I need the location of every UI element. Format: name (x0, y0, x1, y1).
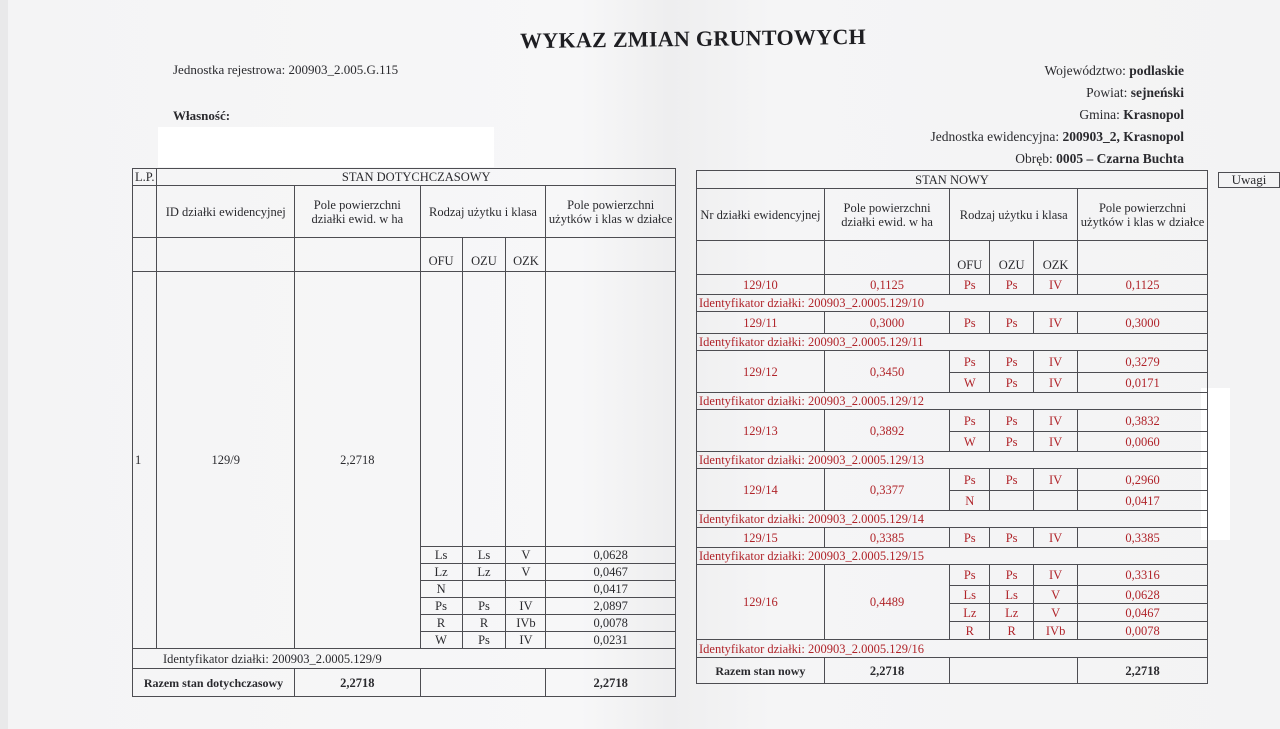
table-cell: R (950, 622, 990, 640)
new-section-header: STAN NOWY (697, 171, 1208, 189)
jednostka-ewidencyjna-value: 200903_2, Krasnopol (1062, 129, 1184, 144)
table-cell: 0,0078 (1078, 622, 1208, 640)
table-row (697, 410, 1208, 432)
new-total-use-area: 2,2718 (1078, 658, 1208, 684)
table-cell: 0,0467 (1078, 604, 1208, 622)
table-cell (506, 581, 546, 598)
table-cell: W (420, 632, 462, 649)
table-cell: Ps (990, 312, 1034, 334)
col-type-header: Rodzaj użytku i klasa (950, 189, 1078, 241)
table-cell: 0,1125 (824, 275, 950, 295)
lp-header: L.P. (133, 169, 157, 186)
table-cell: Ps (950, 469, 990, 491)
table-cell: 129/10 (697, 275, 825, 295)
table-cell: V (1034, 604, 1078, 622)
table-cell: 0,3316 (1078, 565, 1208, 586)
wojewodztwo-value: podlaskie (1129, 63, 1184, 78)
identifier-row: Identyfikator działki: 200903_2.0005.129/12 (697, 393, 1208, 410)
table-cell: Ps (950, 312, 990, 334)
table-cell: Ls (462, 547, 506, 564)
powiat-value: sejneński (1130, 85, 1184, 100)
new-state-table (696, 170, 1208, 684)
old-identifier: Identyfikator działki: 200903_2.0005.129/9 (133, 649, 676, 669)
identifier-row: Identyfikator działki: 200903_2.0005.129/13 (697, 452, 1208, 469)
table-cell: N (420, 581, 462, 598)
table-cell: 0,3279 (1078, 351, 1208, 373)
table-cell: Ls (420, 547, 462, 564)
old-state-table (132, 168, 676, 697)
table-cell: 0,3832 (1078, 410, 1208, 432)
table-cell: Ps (990, 565, 1034, 586)
table-cell: 0,3385 (1078, 528, 1208, 548)
table-cell: 129/14 (697, 469, 825, 511)
table-cell (824, 241, 950, 275)
jednostka-rejestrowa (173, 62, 398, 78)
col-area-use-header: Pole powierzchni użytków i klas w działce (1078, 189, 1208, 241)
table-cell: IV (1034, 410, 1078, 432)
col-area-header: Pole powierzchni działki ewid. w ha (824, 189, 950, 241)
table-cell: Ps (990, 410, 1034, 432)
col-area-use-header: Pole powierzchni użytków i klas w działce (546, 186, 676, 238)
table-cell: Ps (950, 275, 990, 295)
table-cell (295, 238, 421, 272)
table-cell (546, 272, 676, 547)
table-cell (420, 272, 462, 547)
table-cell: V (506, 564, 546, 581)
table-cell: Ps (990, 469, 1034, 491)
col-nr-header: Nr działki ewidencyjnej (697, 189, 825, 241)
table-cell: 129/13 (697, 410, 825, 452)
identifier-row: Identyfikator działki: 200903_2.0005.129/16 (697, 640, 1208, 658)
table-cell: OFU (950, 241, 990, 275)
table-cell: Ps (990, 528, 1034, 548)
table-cell: 129/11 (697, 312, 825, 334)
gmina-value: Krasnopol (1123, 107, 1184, 122)
table-cell: IV (1034, 528, 1078, 548)
redaction-box (158, 127, 494, 167)
table-row (697, 275, 1208, 295)
new-total-label: Razem stan nowy (697, 658, 825, 684)
wlasnosc-label: Własność: (173, 108, 231, 123)
table-cell: IV (1034, 351, 1078, 373)
table-cell: Lz (420, 564, 462, 581)
table-cell: IVb (1034, 622, 1078, 640)
table-row (697, 351, 1208, 373)
col-id-header: ID działki ewidencyjnej (157, 186, 295, 238)
table-cell: IV (506, 598, 546, 615)
table-cell: IVb (506, 615, 546, 632)
table-cell: IV (1034, 373, 1078, 393)
document-title: WYKAZ ZMIAN GRUNTOWYCH (519, 23, 867, 54)
old-total-area: 2,2718 (295, 669, 421, 697)
identifier-row: Identyfikator działki: 200903_2.0005.129/15 (697, 548, 1208, 565)
location-header: Województwo: podlaskie Powiat: sejneński Gmina: Krasnopol Jednostka ewidencyjna: 200903_2, Krasnopol Obręb: 0005 – Czarna Buchta (930, 63, 1184, 166)
table-cell: 129/15 (697, 528, 825, 548)
sub-ofu: OFU (420, 238, 462, 272)
table-cell: Ps (420, 598, 462, 615)
table-cell: V (1034, 586, 1078, 604)
table-cell: W (950, 432, 990, 452)
table-cell: N (950, 491, 990, 511)
table-row (697, 312, 1208, 334)
table-cell: 0,0171 (1078, 373, 1208, 393)
uwagi-header: Uwagi (1218, 172, 1280, 188)
table-cell: R (462, 615, 506, 632)
table-cell: 0,0628 (1078, 586, 1208, 604)
lp-value: 1 (133, 272, 157, 649)
table-cell: 0,0417 (546, 581, 676, 598)
identifier-row: Identyfikator działki: 200903_2.0005.129/11 (697, 334, 1208, 351)
old-total-use-area: 2,2718 (546, 669, 676, 697)
table-cell: 0,3385 (824, 528, 950, 548)
table-cell (697, 241, 825, 275)
table-cell: Ps (990, 432, 1034, 452)
sub-ozu: OZU (462, 238, 506, 272)
table-cell (462, 581, 506, 598)
table-cell: 0,3000 (1078, 312, 1208, 334)
identifier-row: Identyfikator działki: 200903_2.0005.129/14 (697, 511, 1208, 528)
table-cell (990, 491, 1034, 511)
table-row (697, 565, 1208, 586)
table-cell: 0,0060 (1078, 432, 1208, 452)
table-cell: Ps (950, 351, 990, 373)
new-total-area: 2,2718 (824, 658, 950, 684)
table-cell (506, 272, 546, 547)
identifier-row: Identyfikator działki: 200903_2.0005.129/10 (697, 295, 1208, 312)
table-cell: Ls (990, 586, 1034, 604)
table-cell: IV (1034, 312, 1078, 334)
table-cell: IV (1034, 565, 1078, 586)
table-cell (157, 238, 295, 272)
table-cell: Lz (950, 604, 990, 622)
col-area-header: Pole powierzchni działki ewid. w ha (295, 186, 421, 238)
table-cell: V (506, 547, 546, 564)
table-cell: 0,0628 (546, 547, 676, 564)
table-cell (950, 658, 1078, 684)
table-cell: Lz (990, 604, 1034, 622)
table-cell: Ps (950, 528, 990, 548)
table-cell: Ps (462, 632, 506, 649)
col-type-header: Rodzaj użytku i klasa (420, 186, 546, 238)
parcel-id: 129/9 (157, 272, 295, 649)
old-section-header: STAN DOTYCHCZASOWY (157, 169, 676, 186)
table-row (697, 528, 1208, 548)
table-cell: IV (1034, 469, 1078, 491)
table-cell: 0,3000 (824, 312, 950, 334)
table-cell: Ps (950, 410, 990, 432)
table-cell: 129/16 (697, 565, 825, 640)
table-cell (420, 669, 546, 697)
old-total-label: Razem stan dotychczasowy (133, 669, 295, 697)
table-cell: 0,3377 (824, 469, 950, 511)
table-cell: IV (506, 632, 546, 649)
document-page (8, 0, 1280, 729)
parcel-area: 2,2718 (295, 272, 421, 649)
table-cell: R (990, 622, 1034, 640)
table-cell: 0,4489 (824, 565, 950, 640)
table-cell: 0,3450 (824, 351, 950, 393)
table-cell: 0,3892 (824, 410, 950, 452)
table-cell (1078, 241, 1208, 275)
table-cell (462, 272, 506, 547)
table-cell: Lz (462, 564, 506, 581)
table-cell: R (420, 615, 462, 632)
jednostka-label: Jednostka rejestrowa: (173, 62, 286, 77)
table-cell: 0,1125 (1078, 275, 1208, 295)
table-cell (1034, 491, 1078, 511)
table-cell: Ps (462, 598, 506, 615)
table-cell: Ps (990, 275, 1034, 295)
table-cell: 0,0467 (546, 564, 676, 581)
table-cell: OZU (990, 241, 1034, 275)
table-cell: Ps (990, 373, 1034, 393)
table-cell: 2,0897 (546, 598, 676, 615)
table-cell: 0,0231 (546, 632, 676, 649)
table-cell: Ps (950, 565, 990, 586)
table-cell: 0,0078 (546, 615, 676, 632)
table-cell: 0,0417 (1078, 491, 1208, 511)
table-cell: W (950, 373, 990, 393)
table-cell: OZK (1034, 241, 1078, 275)
table-cell: Ps (990, 351, 1034, 373)
table-cell: 0,2960 (1078, 469, 1208, 491)
jednostka-value: 200903_2.005.G.115 (288, 62, 399, 77)
table-cell (133, 186, 157, 238)
table-cell: 129/12 (697, 351, 825, 393)
table-cell: IV (1034, 275, 1078, 295)
table-cell: IV (1034, 432, 1078, 452)
sub-ozk: OZK (506, 238, 546, 272)
table-row (697, 469, 1208, 491)
table-cell (546, 238, 676, 272)
obreb-value: 0005 – Czarna Buchta (1056, 151, 1184, 166)
table-cell (133, 238, 157, 272)
table-cell: Ls (950, 586, 990, 604)
